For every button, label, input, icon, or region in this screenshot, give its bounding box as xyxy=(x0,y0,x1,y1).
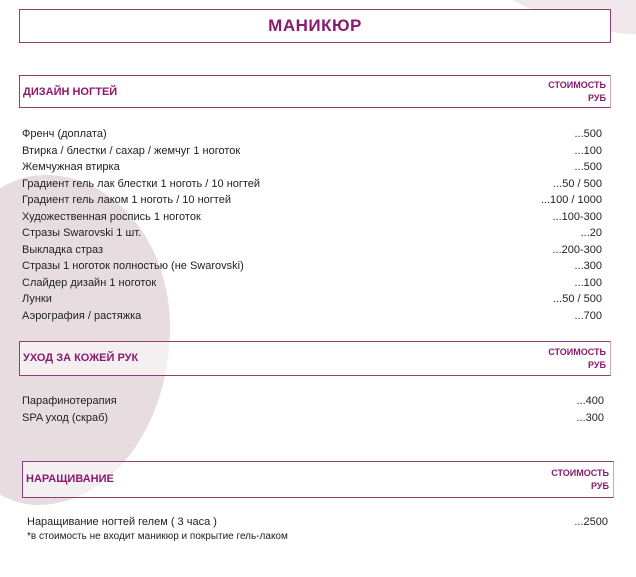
list-item xyxy=(27,514,608,530)
section-header-nail-design xyxy=(19,75,611,108)
service-price: ...400 xyxy=(576,395,604,407)
price-header-line1: СТОИМОСТЬ xyxy=(548,347,606,357)
service-price: ...200-300 xyxy=(552,243,602,256)
list-item xyxy=(22,159,602,175)
service-name: Градиент гель лак блестки 1 ноготь / 10 ногтей xyxy=(22,177,261,190)
service-price: ...100 xyxy=(574,144,602,157)
service-name: Наращивание ногтей гелем ( 3 часа ) xyxy=(27,516,217,528)
list-item xyxy=(22,410,604,426)
service-price: ...100 xyxy=(574,276,602,289)
list-item xyxy=(22,291,602,307)
service-price: ...100 / 1000 xyxy=(540,194,602,206)
service-price: ...300 xyxy=(574,260,602,272)
list-item xyxy=(22,242,602,258)
price-column-header xyxy=(548,346,606,372)
service-name: Парафинотерапия xyxy=(22,395,117,407)
service-name: Аэрография / растяжка xyxy=(22,309,142,322)
section-header-hand-care xyxy=(19,341,611,376)
service-name: Градиент гель лаком 1 ноготь / 10 ногтей xyxy=(22,194,231,206)
service-name: Художественная роспись 1 ноготок xyxy=(22,210,201,223)
list-item xyxy=(22,126,602,142)
price-header-line2: РУБ xyxy=(588,360,606,370)
price-list-nail-design xyxy=(22,126,602,326)
footnote: *в стоимость не входит маникюр и покрытие гель-лаком xyxy=(27,531,288,542)
price-header-line1: СТОИМОСТЬ xyxy=(551,468,609,478)
price-header-line1: СТОИМОСТЬ xyxy=(548,80,606,90)
service-price: ...100-300 xyxy=(552,210,602,223)
page-title: МАНИКЮР xyxy=(268,16,362,35)
list-item xyxy=(22,225,602,241)
service-name: Выкладка страз xyxy=(22,243,104,256)
service-name: Лунки xyxy=(22,293,52,305)
service-price: ...500 xyxy=(574,161,602,173)
list-item xyxy=(22,308,602,324)
service-price: ...20 xyxy=(580,227,602,239)
list-item xyxy=(22,143,602,159)
service-name: SPA уход (скраб) xyxy=(22,412,109,424)
list-item xyxy=(22,209,602,225)
price-header-line2: РУБ xyxy=(588,93,606,103)
price-header-line2: РУБ xyxy=(591,481,609,491)
section-header-extension xyxy=(22,461,614,498)
service-name: Френч (доплата) xyxy=(22,128,107,140)
service-name: Стразы 1 ноготок полностью (не Swarovski) xyxy=(22,260,244,272)
list-item xyxy=(22,275,602,291)
price-column-header xyxy=(551,467,609,493)
page-title-box xyxy=(19,9,611,43)
section-title: ДИЗАЙН НОГТЕЙ xyxy=(23,86,118,98)
price-column-header xyxy=(548,79,606,105)
service-price: ...700 xyxy=(574,309,602,322)
section-title: НАРАЩИВАНИЕ xyxy=(26,473,114,485)
service-price: ...500 xyxy=(574,128,602,140)
list-item xyxy=(22,393,604,409)
service-price: ...50 / 500 xyxy=(553,293,602,305)
list-item xyxy=(22,176,602,192)
service-price: ...300 xyxy=(576,412,604,424)
price-list-hand-care xyxy=(22,393,604,427)
list-item xyxy=(22,192,602,208)
service-name: Втирка / блестки / сахар / жемчуг 1 ноготок xyxy=(22,144,241,157)
service-name: Слайдер дизайн 1 ноготок xyxy=(22,276,157,289)
service-name: Жемчужная втирка xyxy=(22,161,120,173)
price-list-extension xyxy=(27,514,608,530)
service-price: ...50 / 500 xyxy=(553,177,602,190)
service-name: Стразы Swarovski 1 шт. xyxy=(22,227,142,239)
list-item xyxy=(22,258,602,274)
service-price: ...2500 xyxy=(574,516,608,528)
section-title: УХОД ЗА КОЖЕЙ РУК xyxy=(23,352,139,364)
